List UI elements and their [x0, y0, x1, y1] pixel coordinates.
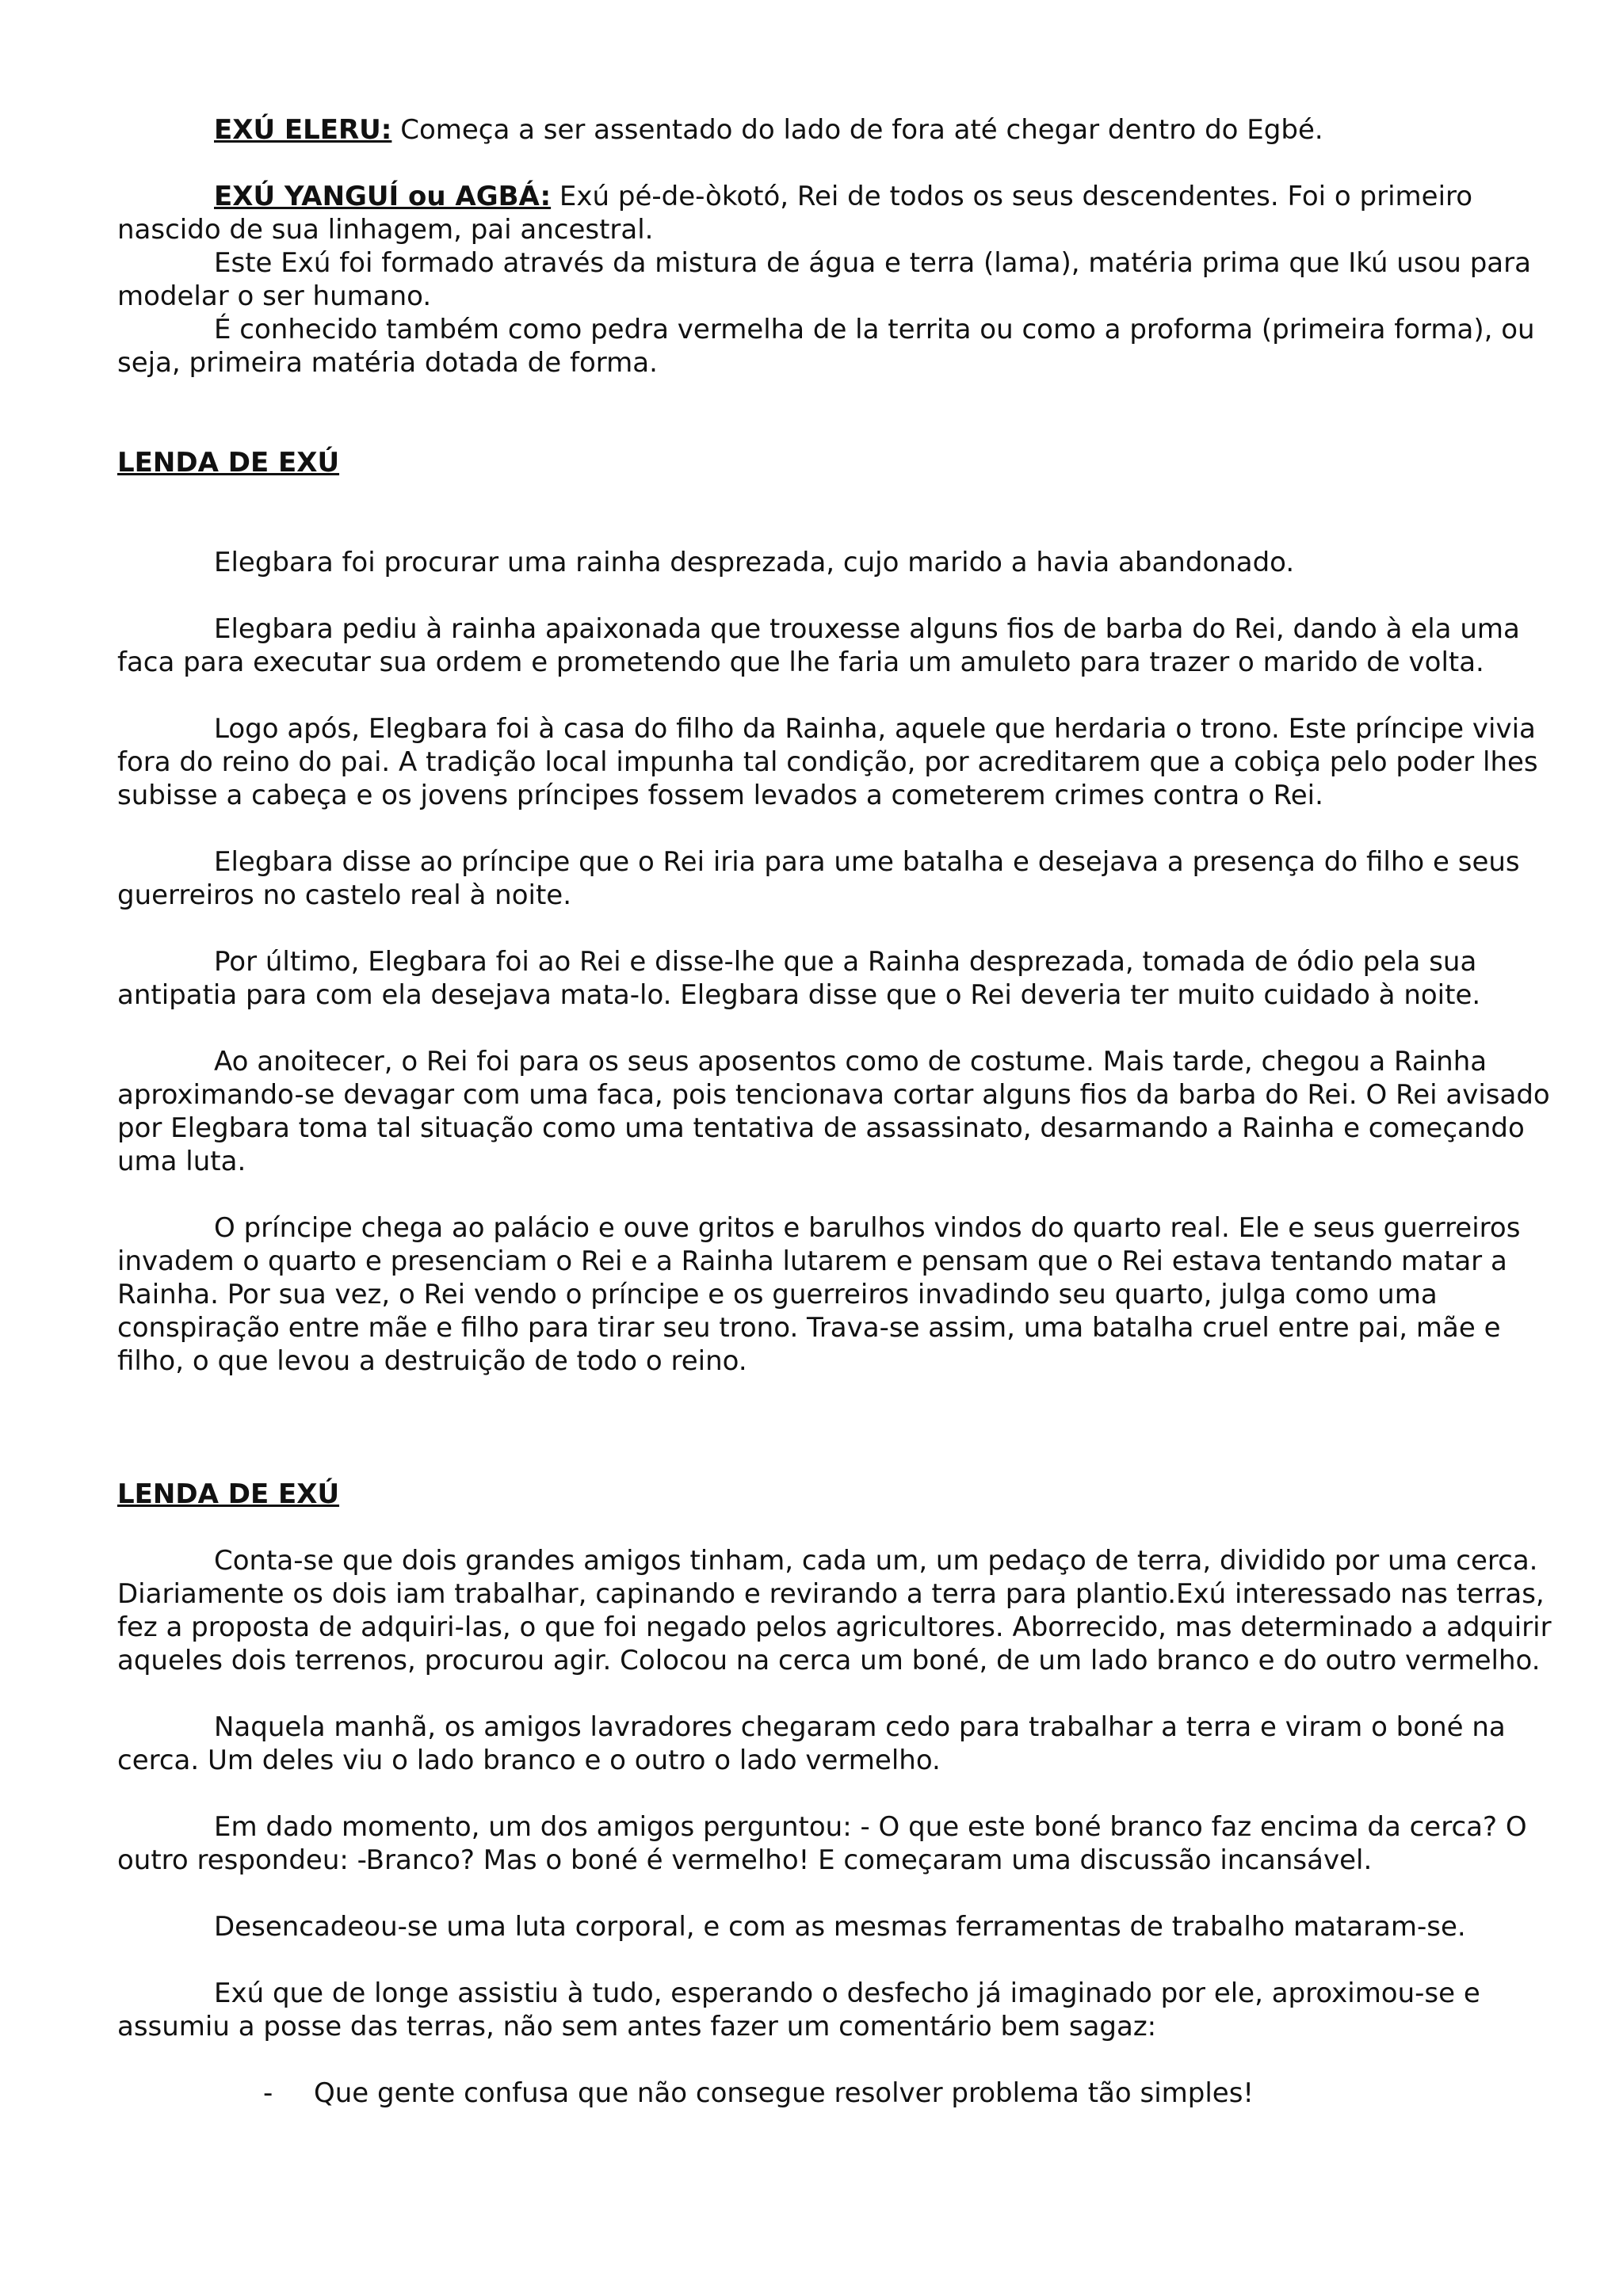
list-dash: -: [263, 2077, 273, 2109]
yangui-term: EXÚ YANGUÍ ou AGBÁ:: [214, 181, 552, 212]
lenda1-paragraph: Logo após, Elegbara foi à casa do filho da Rainha, aquele que herdaria o trono. Este príncipe vivia fora do reino do pai. A tradição local impunha tal condição, por acreditarem que a cobiça pelo poder lhes subisse a cabeça e os jovens príncipes fossem levados a cometerem crimes contra o Rei.: [117, 713, 1538, 811]
lenda1-paragraph: Elegbara disse ao príncipe que o Rei iria para ume batalha e desejava a presença do filho e seus guerreiros no castelo real à noite.: [117, 846, 1520, 911]
lenda2-heading: LENDA DE EXÚ: [117, 1478, 340, 1510]
formado-paragraph: Este Exú foi formado através da mistura de água e terra (lama), matéria prima que Ikú usou para modelar o ser humano.: [117, 247, 1531, 312]
lenda1-paragraph: Ao anoitecer, o Rei foi para os seus aposentos como de costume. Mais tarde, chegou a Rainha aproximando-se devagar com uma faca, pois tencionava cortar alguns fios da barba do Rei. O Rei avisado por Elegbara toma tal situação como uma tentativa de assassinato, desarmando a Rainha e começando uma luta.: [117, 1046, 1550, 1177]
quote-list-item: [117, 2077, 1552, 2110]
lenda2-paragraph: Conta-se que dois grandes amigos tinham, cada um, um pedaço de terra, dividido por uma cerca. Diariamente os dois iam trabalhar, capinando e revirando a terra para plantio.Exú interessado nas terras, fez a proposta de adquiri-las, o que foi negado pelos agricultores. Aborrecido, mas determinado a adquirir aqueles dois terrenos, procurou agir. Colocou na cerca um boné, de um lado branco e do outro vermelho.: [117, 1545, 1552, 1676]
yangui-paragraph: [117, 180, 1552, 246]
eleru-paragraph: [117, 113, 1552, 147]
lenda1-paragraph: Elegbara foi procurar uma rainha desprezada, cujo marido a havia abandonado.: [214, 547, 1295, 578]
lenda1-paragraph: Elegbara pediu à rainha apaixonada que trouxesse alguns fios de barba do Rei, dando à ela uma faca para executar sua ordem e prometendo que lhe faria um amuleto para trazer o marido de volta.: [117, 613, 1520, 678]
conhecido-paragraph: É conhecido também como pedra vermelha de la territa ou como a proforma (primeira forma), ou seja, primeira matéria dotada de forma.: [117, 314, 1535, 379]
lenda1-heading: LENDA DE EXÚ: [117, 447, 340, 479]
lenda2-paragraph: Exú que de longe assistiu à tudo, esperando o desfecho já imaginado por ele, aproximou-se e assumiu a posse das terras, não sem antes fazer um comentário bem sagaz:: [117, 1978, 1480, 2042]
lenda2-paragraph: Naquela manhã, os amigos lavradores chegaram cedo para trabalhar a terra e viram o boné na cerca. Um deles viu o lado branco e o outro o lado vermelho.: [117, 1711, 1506, 1776]
lenda2-paragraph: Em dado momento, um dos amigos perguntou: - O que este boné branco faz encima da cerca? O outro respondeu: -Branco? Mas o boné é vermelho! E começaram uma discussão incansável.: [117, 1811, 1527, 1876]
lenda1-paragraph: Por último, Elegbara foi ao Rei e disse-lhe que a Rainha desprezada, tomada de ódio pela sua antipatia para com ela desejava mata-lo. Elegbara disse que o Rei deveria ter muito cuidado à noite.: [117, 946, 1481, 1011]
eleru-text: Começa a ser assentado do lado de fora até chegar dentro do Egbé.: [391, 114, 1323, 146]
document-page: [117, 113, 1552, 2110]
lenda1-paragraph: O príncipe chega ao palácio e ouve gritos e barulhos vindos do quarto real. Ele e seus guerreiros invadem o quarto e presenciam o Rei e a Rainha lutarem e pensam que o Rei estava tentando matar a Rainha. Por sua vez, o Rei vendo o príncipe e os guerreiros invadindo seu quarto, julga como uma conspiração entre mãe e filho para tirar seu trono. Trava-se assim, uma batalha cruel entre pai, mãe e filho, o que levou a destruição de todo o reino.: [117, 1212, 1521, 1377]
yangui-text: Exú pé-de-òkotó, Rei de todos os seus descendentes. Foi o primeiro nascido de sua linhagem, pai ancestral.: [117, 181, 1473, 246]
lenda2-paragraph: Desencadeou-se uma luta corporal, e com as mesmas ferramentas de trabalho mataram-se.: [214, 1911, 1466, 1943]
eleru-term: EXÚ ELERU:: [214, 114, 392, 146]
quote-text: Que gente confusa que não consegue resolver problema tão simples!: [314, 2077, 1254, 2109]
